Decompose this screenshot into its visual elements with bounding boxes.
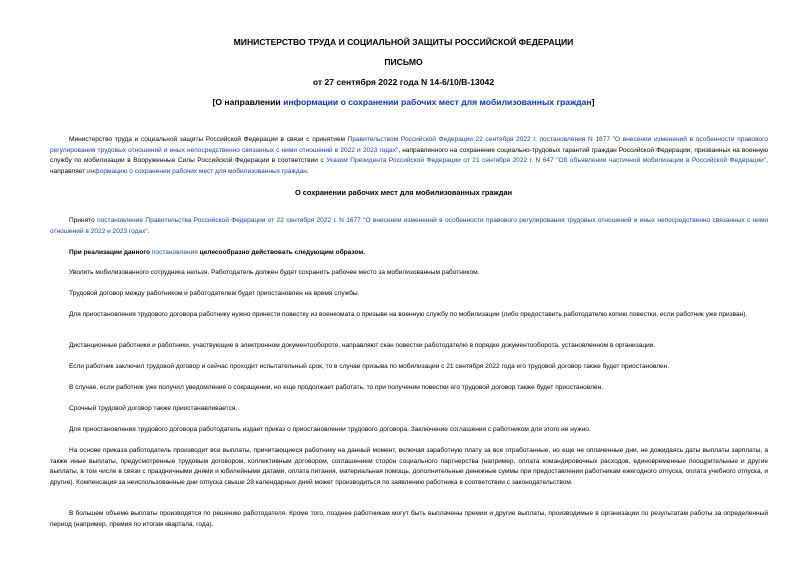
paragraph-redundancy: В случае, если работник уже получил уведомление о сокращении, но еще продолжает работать, то при получении повестки его трудовой договор также будет приостановлен.	[69, 384, 604, 391]
paragraph-probation: Если работник заключил трудовой договор и сейчас проходит испытательный срок, то в случае призыва по мобилизации с 21 сентября 2022 года его трудовой договор также будет приостановлен.	[69, 363, 670, 370]
intro-text-1: Министерство труда и социальной защиты Российской Федерации в связи с принятием	[69, 136, 348, 143]
paragraph-remote-workers: Дистанционные работники и работники, участвующие в электронном документообороте, направляют скан повестки работодателю в порядке документооборота, установленном в организации.	[69, 342, 656, 349]
decree-link[interactable]: постановления	[151, 249, 198, 256]
subject-bracket-open: [О направлении	[212, 97, 284, 107]
paragraph-order: Для приостановления трудового договора работодатель издает приказ о приостановлении трудового договора. Заключение соглашения с работником для этого не нужно.	[69, 426, 591, 433]
implementation-text-2: целесообразно действовать следующим образом.	[197, 249, 366, 256]
decree-1677-link[interactable]: постановление Правительства Российской Федерации от 22 сентября 2022 г. N 1677 "О внесении изменений в особенности правового регулирования трудовых отношений и иных непосредственно связанных с ними отношений в 2022 и 2023 годах"	[50, 217, 768, 235]
adopted-paragraph	[50, 216, 768, 237]
implementation-paragraph	[50, 248, 768, 259]
section-title: О сохранении рабочих мест для мобилизованных граждан	[294, 188, 513, 197]
document-subject	[0, 97, 807, 108]
paragraph-summons: Для приостановления трудового договора работнику нужно принести повестку из военкомата о призыве на военную службу по мобилизации (либо предоставить работодателю копию повестки, если работник уже призван).	[69, 311, 748, 318]
ministry-heading: МИНИСТЕРСТВО ТРУДА И СОЦИАЛЬНОЙ ЗАЩИТЫ РОССИЙСКОЙ ФЕДЕРАЦИИ	[233, 37, 574, 47]
intro-text-3: , направляет	[50, 157, 768, 175]
adopted-text-2: .	[147, 227, 150, 235]
subject-bracket-close: ]	[591, 97, 595, 107]
adopted-text-1: Принято	[69, 217, 98, 224]
intro-text-4: .	[306, 167, 309, 175]
document-type: ПИСЬМО	[384, 57, 423, 67]
presidential-decree-link[interactable]: Указом Президента Российской Федерации от 21 сентября 2022 г. N 647 "Об объявлении частичной мобилизации в Российской Федерации"	[326, 157, 767, 165]
paragraph-suspension: Трудовой договор между работником и работодателем будет приостановлен на время службы.	[69, 290, 360, 297]
paragraph-dismissal: Уволить мобилизованного сотрудника нельзя. Работодатель должен будет сохранить рабочее место за мобилизованным работником.	[69, 269, 480, 276]
paragraph-fixed-term: Срочный трудовой договор также приостанавливается.	[69, 405, 238, 412]
intro-text-2: , направленного на сохранение социально-трудовых гарантий граждан Российской Федерации, призванных на военную службу по мобилизации в Вооруженные Силы Российской Федерации в соответствии с	[50, 146, 769, 165]
document-date-number: от 27 сентября 2022 года N 14-6/10/В-13042	[312, 77, 495, 87]
paragraph-additional-payments: В большем объеме выплаты производятся по решению работодателя. Кроме того, позднее работникам могут быть выплачены премии и другие выплаты, производимые в организации по результатам работы за определенный период (например, премия по итогам квартала, года).	[50, 510, 768, 528]
paragraph-payments: На основе приказа работодатель производит все выплаты, причитающиеся работнику на данный момент, включая заработную плату за все отработанные, но еще не оплаченные дни, не дожидаясь даты выплаты зарплаты, а также иные выплаты, предусмотренные трудовым договором, коллективным договором, соглашением сторон социального партнерства (например, оплата командировочных расходов, единовременные поощрительные и другие выплаты, в том числе в связи с праздничными днями и юбилейными датами, оплата питания, материальная помощь, дополнительные денежные суммы при предоставлении работникам ежегодного отпуска, оплата учебного отпуска, и другие). Компенсация за неиспользованные дни отпуска свыше 28 календарных дней может производиться по заявлению работника в соответствии с законодательством.	[50, 447, 768, 486]
implementation-text-1: При реализации данного	[69, 249, 152, 256]
information-link[interactable]: информацию о сохранении рабочих мест для мобилизованных граждан	[87, 167, 307, 175]
subject-link[interactable]: информации о сохранении рабочих мест для мобилизованных граждан	[283, 97, 592, 107]
government-decree-link[interactable]: Правительством Российской Федерации 22 сентября 2022 г. постановления N 1677 "О внесении изменений в особенности правового регулирования трудовых отношений и иных непосредственно связанных с ними отношений в 2022 и 2023 годах"	[50, 136, 768, 154]
intro-paragraph	[50, 135, 768, 177]
